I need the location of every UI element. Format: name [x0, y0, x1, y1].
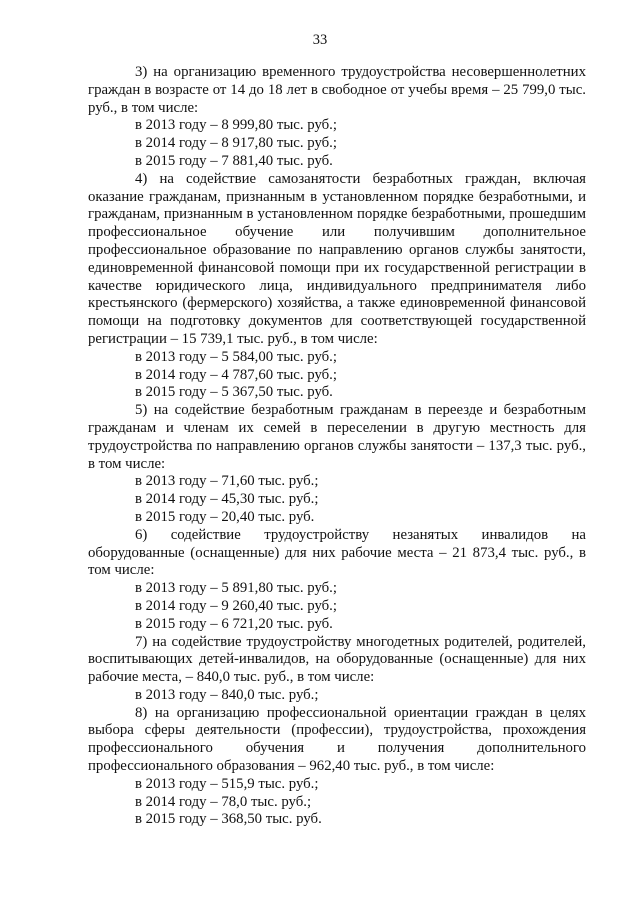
- item-8-year-2014: в 2014 году – 78,0 тыс. руб.;: [135, 793, 312, 810]
- document-body: [88, 64, 586, 829]
- item-3-text: 3) на организацию временного трудоустройства несовершеннолетних граждан в возрасте от 14 до 18 лет в свободное от учебы время – 25 799,0 тыс. руб., в том числе:: [88, 64, 586, 116]
- item-7-text: 7) на содействие трудоустройству многодетных родителей, родителей, воспитывающих детей-инвалидов, на оборудованные (оснащенные) для них рабочие места, – 840,0 тыс. руб., в том числе:: [88, 633, 586, 686]
- item-6-text: 6) содействие трудоустройству незанятых инвалидов на оборудованные (оснащенные) для них рабочие места – 21 873,4 тыс. руб., в том числе:: [88, 526, 586, 579]
- item-6-year-2013: в 2013 году – 5 891,80 тыс. руб.;: [135, 580, 337, 597]
- item-3-year-2015: в 2015 году – 7 881,40 тыс. руб.: [135, 152, 333, 169]
- item-6-year-2014: в 2014 году – 9 260,40 тыс. руб.;: [135, 597, 337, 614]
- item-4-year-2014: в 2014 году – 4 787,60 тыс. руб.;: [135, 366, 337, 383]
- item-7-year-2013: в 2013 году – 840,0 тыс. руб.;: [135, 686, 319, 703]
- item-8-year-2013: в 2013 году – 515,9 тыс. руб.;: [135, 775, 319, 792]
- item-4-text: 4) на содействие самозанятости безработных граждан, включая оказание гражданам, признанным в установленном порядке безработными, и гражданам, признанным в установленном порядке безработными, прошедшим профессиональное обучение или получившим дополнительное профессиональное образование по направлению органов службы занятости, единовременной финансовой помощи при их государственной регистрации в качестве юридического лица, индивидуального предпринимателя либо крестьянского (фермерского) хозяйства, а также единовременной финансовой помощи на подготовку документов для соответствующей государственной регистрации – 15 739,1 тыс. руб., в том числе:: [88, 170, 586, 347]
- item-5-year-2014: в 2014 году – 45,30 тыс. руб.;: [135, 491, 319, 508]
- item-6-year-2015: в 2015 году – 6 721,20 тыс. руб.: [135, 615, 333, 632]
- page-number: 33: [312, 32, 328, 48]
- item-8-text: 8) на организацию профессиональной ориентации граждан в целях выбора сферы деятельности (профессии), трудоустройства, прохождения профессионального обучения и получения дополнительного профессионального образования – 962,40 тыс. руб., в том числе:: [88, 704, 586, 775]
- item-5-text: 5) на содействие безработным гражданам в переезде и безработным гражданам и членам их семей в переселении в другую местность для трудоустройства по направлению органов службы занятости – 137,3 тыс. руб., в том числе:: [88, 402, 586, 472]
- item-8-year-2015: в 2015 году – 368,50 тыс. руб.: [135, 811, 322, 828]
- item-3-year-2014: в 2014 году – 8 917,80 тыс. руб.;: [135, 135, 337, 152]
- item-5-year-2013: в 2013 году – 71,60 тыс. руб.;: [135, 473, 319, 490]
- item-3-year-2013: в 2013 году – 8 999,80 тыс. руб.;: [135, 117, 337, 134]
- item-4-year-2015: в 2015 году – 5 367,50 тыс. руб.: [135, 384, 333, 401]
- item-4-year-2013: в 2013 году – 5 584,00 тыс. руб.;: [135, 348, 337, 365]
- item-5-year-2015: в 2015 году – 20,40 тыс. руб.: [135, 508, 315, 525]
